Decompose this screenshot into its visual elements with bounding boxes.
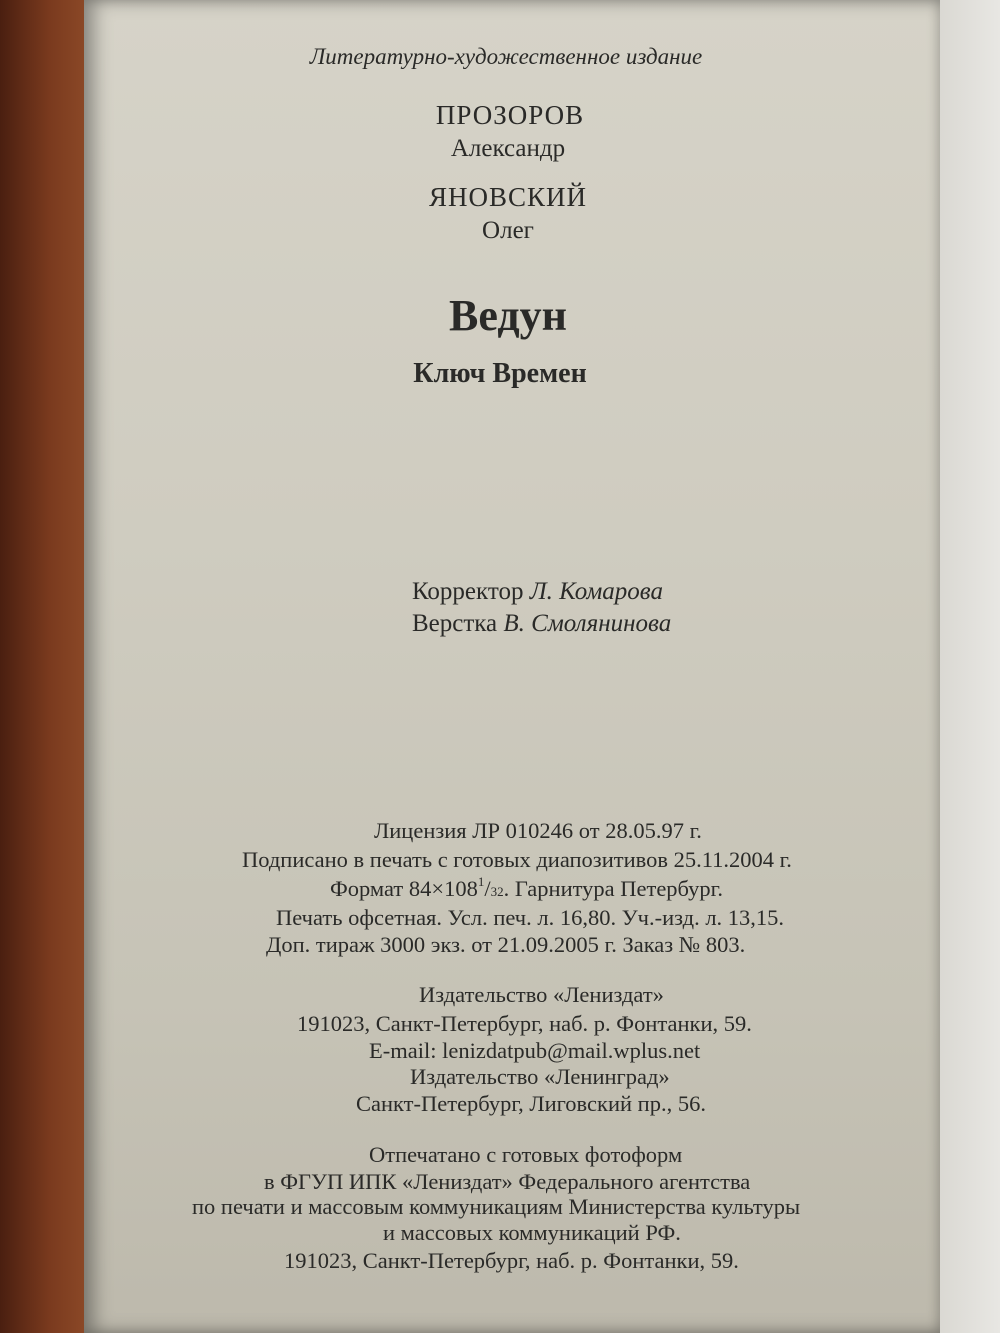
printer-line-2: в ФГУП ИПК «Лениздат» Федерального агентства: [264, 1169, 751, 1194]
publisher-2-name: Издательство «Ленинград»: [410, 1064, 670, 1089]
format-prefix: Формат 84×108: [330, 876, 478, 901]
credit-role: Корректор: [412, 578, 524, 605]
format-denominator: 32: [490, 884, 504, 899]
format-suffix: . Гарнитура Петербург.: [503, 876, 723, 901]
imprint-signed: Подписано в печать с готовых диапозитивов 25.11.2004 г.: [242, 847, 792, 872]
imprint-print: Печать офсетная. Усл. печ. л. 16,80. Уч.-изд. л. 13,15.: [276, 905, 785, 930]
credit-person: Л. Комарова: [529, 578, 663, 605]
format-slash: /: [484, 876, 491, 901]
author-1-first-name: Александр: [450, 135, 566, 162]
author-2-last-name: ЯНОВСКИЙ: [428, 182, 588, 212]
imprint-run: Доп. тираж 3000 экз. от 21.09.2005 г. Заказ № 803.: [266, 932, 746, 957]
credit-person: В. Смолянинова: [503, 610, 672, 637]
publisher-1-address: 191023, Санкт-Петербург, наб. р. Фонтанки, 59.: [297, 1011, 752, 1036]
imprint-format: [330, 876, 723, 902]
credit-role: Верстка: [412, 610, 498, 637]
book-page: [84, 0, 940, 1333]
printer-address: 191023, Санкт-Петербург, наб. р. Фонтанки, 59.: [284, 1248, 739, 1273]
background-right: [930, 0, 1000, 1333]
printer-line-1: Отпечатано с готовых фотоформ: [369, 1142, 683, 1167]
author-1-last-name: ПРОЗОРОВ: [435, 100, 585, 130]
credit-corrector: [412, 578, 663, 606]
table-surface-left: [0, 0, 90, 1333]
publisher-1-name: Издательство «Лениздат»: [419, 982, 664, 1007]
publisher-email: E-mail: lenizdatpub@mail.wplus.net: [369, 1038, 701, 1063]
imprint-license: Лицензия ЛР 010246 от 28.05.97 г.: [374, 818, 702, 843]
book-subtitle: Ключ Времен: [413, 358, 587, 389]
edition-type: Литературно-художественное издание: [309, 44, 703, 69]
printer-line-4: и массовых коммуникаций РФ.: [383, 1220, 681, 1245]
printer-line-3: по печати и массовым коммуникациям Министерства культуры: [192, 1194, 801, 1219]
publisher-2-address: Санкт-Петербург, Лиговский пр., 56.: [356, 1091, 706, 1116]
author-2-first-name: Олег: [482, 217, 534, 244]
book-title: Ведун: [449, 291, 567, 340]
credit-layout: [412, 610, 671, 638]
format-numerator: 1: [477, 874, 485, 889]
